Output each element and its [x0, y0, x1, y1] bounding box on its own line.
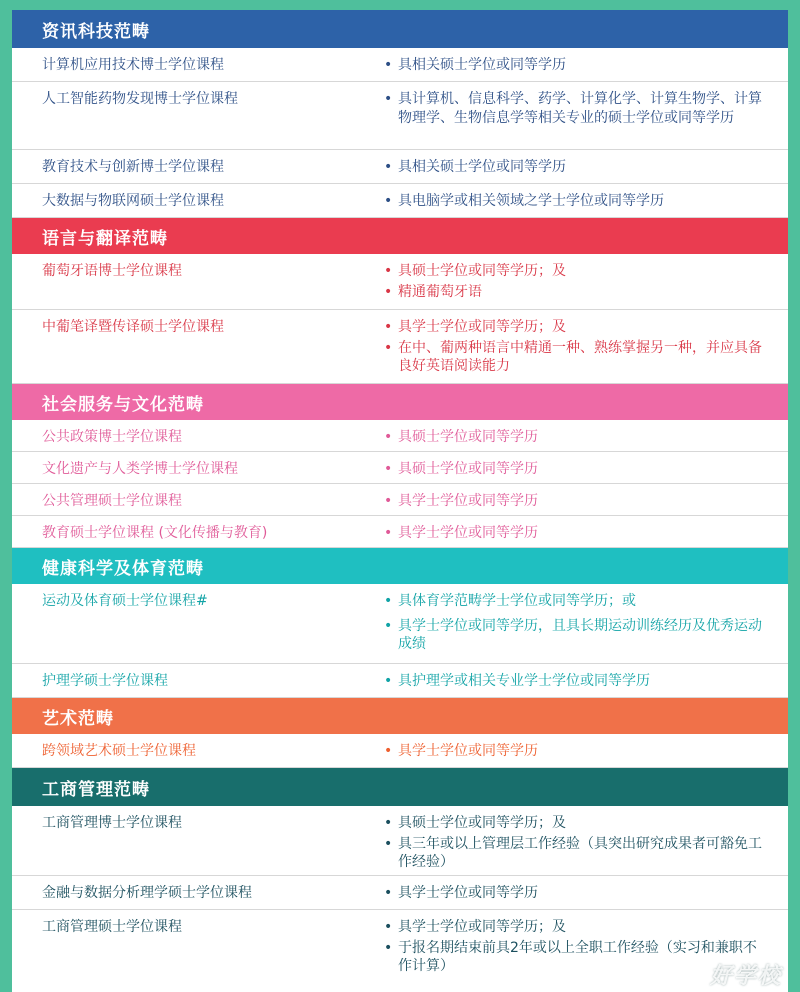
program-requirements [384, 420, 788, 451]
program-requirements [384, 806, 788, 875]
program-requirements [384, 664, 788, 697]
table-row [12, 310, 788, 384]
program-name: 工商管理硕士学位课程 [42, 919, 182, 935]
watermark-logo: 好学校 [709, 964, 782, 989]
program-requirements [384, 48, 788, 81]
table-row [12, 452, 788, 484]
table-row [12, 516, 788, 548]
table-row [12, 734, 788, 768]
program-requirements [384, 310, 788, 383]
requirement-text: 具学士学位或同等学历，且具长期运动训练经历及优秀运动成绩 [398, 617, 762, 652]
requirement-text: 具学士学位或同等学历 [398, 743, 538, 759]
program-requirements [384, 876, 788, 909]
requirement-text: 具硕士学位或同等学历 [398, 429, 538, 445]
requirement-text: 具计算机、信息科学、药学、计算化学、计算生物学、计算物理学、生物信息学等相关专业的硕士学位或同等学历 [398, 91, 762, 126]
bullet-icon: • [384, 57, 393, 73]
requirement-text: 具学士学位或同等学历 [398, 493, 538, 509]
requirement-text: 在中、葡两种语言中精通一种、熟练掌握另一种，并应具备良好英语阅读能力 [398, 339, 762, 374]
table-row [12, 150, 788, 184]
bullet-icon: • [384, 263, 393, 279]
program-requirements [384, 150, 788, 183]
program-requirements [384, 516, 788, 547]
table-row [12, 184, 788, 218]
bullet-icon: • [384, 673, 393, 689]
requirement-text: 于报名期结束前具2年或以上全职工作经验（实习和兼职不作计算） [398, 939, 757, 974]
requirement-text: 具硕士学位或同等学历；及 [398, 815, 566, 831]
section-title: 语言与翻译范畴 [42, 228, 168, 249]
requirement-text: 具硕士学位或同等学历；及 [398, 263, 566, 279]
section-header-it [12, 10, 788, 48]
program-table [12, 10, 788, 992]
requirement-text: 具三年或以上管理层工作经验（具突出研究成果者可豁免工作经验） [398, 835, 762, 870]
table-row [12, 420, 788, 452]
program-name: 公共政策博士学位课程 [42, 429, 182, 445]
program-name: 计算机应用技术博士学位课程 [42, 57, 224, 73]
program-name: 大数据与物联网硕士学位课程 [42, 193, 224, 209]
requirement-text: 具学士学位或同等学历 [398, 885, 538, 901]
section-title: 社会服务与文化范畴 [42, 394, 204, 415]
program-requirements [384, 584, 788, 663]
bullet-icon: • [384, 593, 393, 609]
program-name: 金融与数据分析理学硕士学位课程 [42, 885, 252, 901]
requirement-text: 具学士学位或同等学历 [398, 525, 538, 541]
requirement-text: 具护理学或相关专业学士学位或同等学历 [398, 673, 650, 689]
section-header-social [12, 384, 788, 420]
bullet-icon: • [384, 885, 393, 901]
section-title: 工商管理范畴 [42, 779, 150, 800]
section-title: 资讯科技范畴 [42, 21, 150, 42]
requirement-text: 具体育学范畴学士学位或同等学历；或 [398, 593, 636, 609]
program-name: 教育技术与创新博士学位课程 [42, 159, 224, 175]
requirement-text: 具学士学位或同等学历；及 [398, 319, 566, 335]
table-row [12, 910, 788, 982]
table-row [12, 584, 788, 664]
bullet-icon: • [384, 193, 393, 209]
program-name: 工商管理博士学位课程 [42, 815, 182, 831]
program-name: 公共管理硕士学位课程 [42, 493, 182, 509]
bullet-icon: • [384, 939, 393, 956]
section-title: 艺术范畴 [42, 708, 114, 729]
bullet-icon: • [384, 91, 393, 107]
program-name: 运动及体育硕士学位课程# [42, 593, 208, 609]
bullet-icon: • [384, 283, 393, 300]
program-name: 人工智能药物发现博士学位课程 [42, 91, 238, 107]
section-header-health [12, 548, 788, 584]
table-row [12, 82, 788, 150]
bullet-icon: • [384, 461, 393, 477]
requirement-text: 精通葡萄牙语 [398, 283, 482, 300]
requirement-text: 具相关硕士学位或同等学历 [398, 57, 566, 73]
program-requirements [384, 734, 788, 767]
table-row [12, 254, 788, 310]
bullet-icon: • [384, 159, 393, 175]
table-row [12, 876, 788, 910]
bullet-icon: • [384, 493, 393, 509]
requirement-text: 具相关硕士学位或同等学历 [398, 159, 566, 175]
program-name: 护理学硕士学位课程 [42, 673, 168, 689]
table-row [12, 806, 788, 876]
bullet-icon: • [384, 919, 393, 935]
table-row [12, 484, 788, 516]
bullet-icon: • [384, 429, 393, 445]
table-row [12, 664, 788, 698]
section-header-art [12, 698, 788, 734]
table-row [12, 48, 788, 82]
requirement-text: 具电脑学或相关领域之学士学位或同等学历 [398, 193, 664, 209]
section-title: 健康科学及体育范畴 [42, 558, 204, 579]
program-name: 跨领域艺术硕士学位课程 [42, 743, 196, 759]
bullet-icon: • [384, 319, 393, 335]
bullet-icon: • [384, 815, 393, 831]
program-requirements [384, 452, 788, 483]
bullet-icon: • [384, 617, 393, 634]
bullet-icon: • [384, 835, 393, 852]
program-requirements [384, 82, 788, 149]
program-name: 教育硕士学位课程 (文化传播与教育) [42, 525, 268, 541]
bullet-icon: • [384, 525, 393, 541]
program-requirements [384, 484, 788, 515]
program-requirements [384, 254, 788, 309]
bullet-icon: • [384, 743, 393, 759]
program-name: 中葡笔译暨传译硕士学位课程 [42, 319, 224, 335]
section-header-business [12, 768, 788, 806]
requirement-text: 具学士学位或同等学历；及 [398, 919, 566, 935]
requirement-text: 具硕士学位或同等学历 [398, 461, 538, 477]
program-name: 葡萄牙语博士学位课程 [42, 263, 182, 279]
program-name: 文化遗产与人类学博士学位课程 [42, 461, 238, 477]
bullet-icon: • [384, 339, 393, 356]
section-header-language [12, 218, 788, 254]
program-requirements [384, 184, 788, 217]
